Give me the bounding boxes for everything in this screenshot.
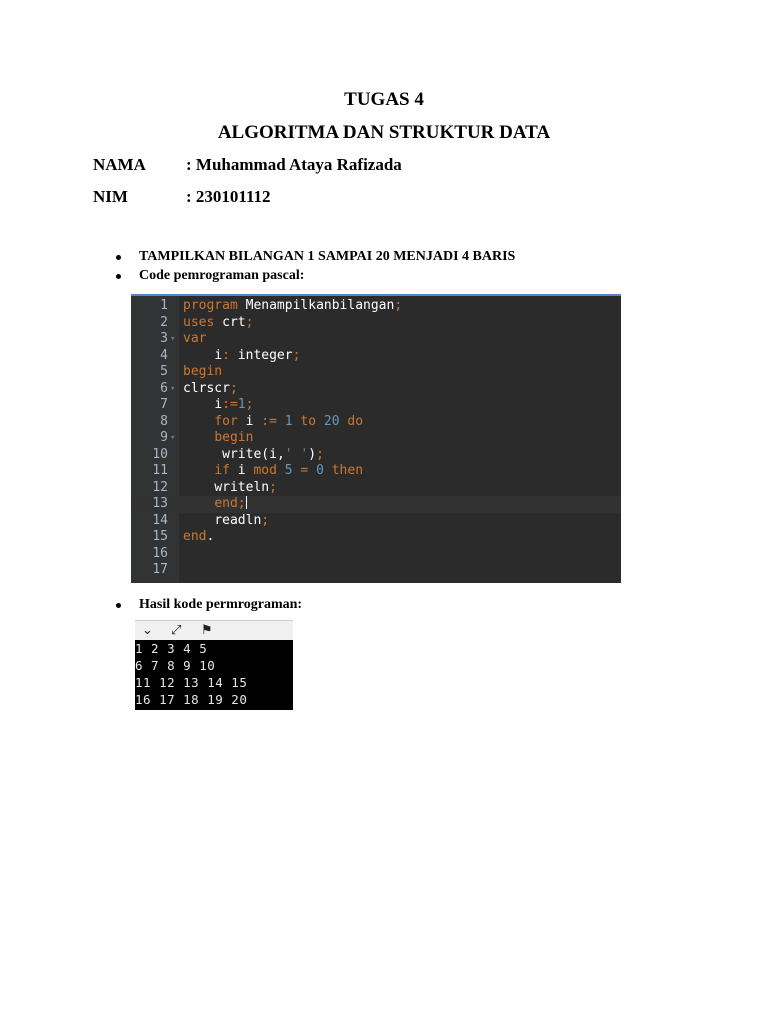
code-text: program Menampilkanbilangan; xyxy=(183,298,403,313)
code-text: end. xyxy=(183,529,215,544)
bullet-task-text: TAMPILKAN BILANGAN 1 SAMPAI 20 MENJADI 4 BARIS xyxy=(139,249,516,264)
line-number: 11 xyxy=(152,463,168,478)
fold-marker-icon[interactable]: ▾ xyxy=(170,433,176,443)
code-line xyxy=(131,447,621,464)
name-label: NAMA xyxy=(93,155,146,174)
code-text: writeln; xyxy=(214,479,277,495)
code-line xyxy=(131,364,621,381)
line-number: 12 xyxy=(152,479,168,495)
code-text: var xyxy=(183,331,207,346)
line-number: 15 xyxy=(152,529,168,544)
code-text: i:=1; xyxy=(214,397,254,412)
code-line xyxy=(131,381,621,398)
code-text: i: integer; xyxy=(214,347,301,363)
bullet-dot-icon xyxy=(116,255,121,260)
nim-value: : 230101112 xyxy=(186,187,271,206)
code-text: write(i,' '); xyxy=(222,446,324,462)
code-line xyxy=(131,480,621,497)
code-editor xyxy=(131,294,621,583)
code-line xyxy=(131,315,621,332)
code-line xyxy=(131,496,621,513)
line-number: 6 xyxy=(160,380,168,396)
console-line: 1 2 3 4 5 xyxy=(135,641,208,656)
code-line xyxy=(131,414,621,431)
line-number: 10 xyxy=(152,446,168,462)
console-line: 11 12 13 14 15 xyxy=(135,675,248,690)
code-line xyxy=(131,331,621,348)
code-line xyxy=(131,348,621,365)
code-line xyxy=(131,463,621,480)
line-number: 4 xyxy=(160,347,168,363)
console-line: 16 17 18 19 20 xyxy=(135,692,248,707)
line-number: 9 xyxy=(160,430,168,445)
name-row xyxy=(93,155,402,175)
code-line xyxy=(131,562,621,579)
line-number: 1 xyxy=(160,298,168,313)
line-number: 16 xyxy=(152,545,168,561)
resize-icon[interactable]: ⤢ xyxy=(171,623,182,638)
pin-icon[interactable]: ⚑ xyxy=(201,623,213,638)
code-text: end; xyxy=(214,496,246,511)
line-number: 14 xyxy=(152,512,168,528)
code-text: begin xyxy=(214,430,254,445)
code-line xyxy=(131,546,621,563)
code-line xyxy=(131,397,621,414)
console-toolbar xyxy=(135,620,293,641)
line-number: 8 xyxy=(160,413,168,429)
bullet-dot-icon xyxy=(116,603,121,608)
code-line xyxy=(131,298,621,315)
nim-label: NIM xyxy=(93,187,128,206)
code-text: if i mod 5 = 0 then xyxy=(214,463,364,478)
fold-marker-icon[interactable]: ▾ xyxy=(170,383,176,394)
code-text: begin xyxy=(183,364,223,379)
line-number: 17 xyxy=(152,562,168,577)
chevron-down-icon[interactable]: ⌄ xyxy=(142,623,153,638)
document-title: TUGAS 4 xyxy=(344,89,424,110)
code-line xyxy=(131,513,621,530)
code-line xyxy=(131,529,621,546)
line-number: 13 xyxy=(152,496,168,511)
line-number: 7 xyxy=(160,397,168,412)
nim-row xyxy=(93,187,271,207)
name-value: : Muhammad Ataya Rafizada xyxy=(186,155,402,174)
line-number: 5 xyxy=(160,364,168,379)
document-subtitle: ALGORITMA DAN STRUKTUR DATA xyxy=(217,122,551,143)
bullet-code-text: Code pemrograman pascal: xyxy=(139,268,305,283)
code-text: uses crt; xyxy=(183,314,254,330)
fold-marker-icon[interactable]: ▾ xyxy=(170,334,176,344)
line-number: 3 xyxy=(160,331,168,346)
line-number: 2 xyxy=(160,314,168,330)
code-text: readln; xyxy=(214,512,270,528)
console-line: 6 7 8 9 10 xyxy=(135,658,216,673)
code-text: clrscr; xyxy=(183,380,238,396)
code-text: for i := 1 to 20 do xyxy=(214,413,364,429)
code-line xyxy=(131,430,621,447)
console-output xyxy=(135,640,293,710)
bullet-result-text: Hasil kode permrograman: xyxy=(139,597,303,612)
bullet-dot-icon xyxy=(116,274,121,279)
